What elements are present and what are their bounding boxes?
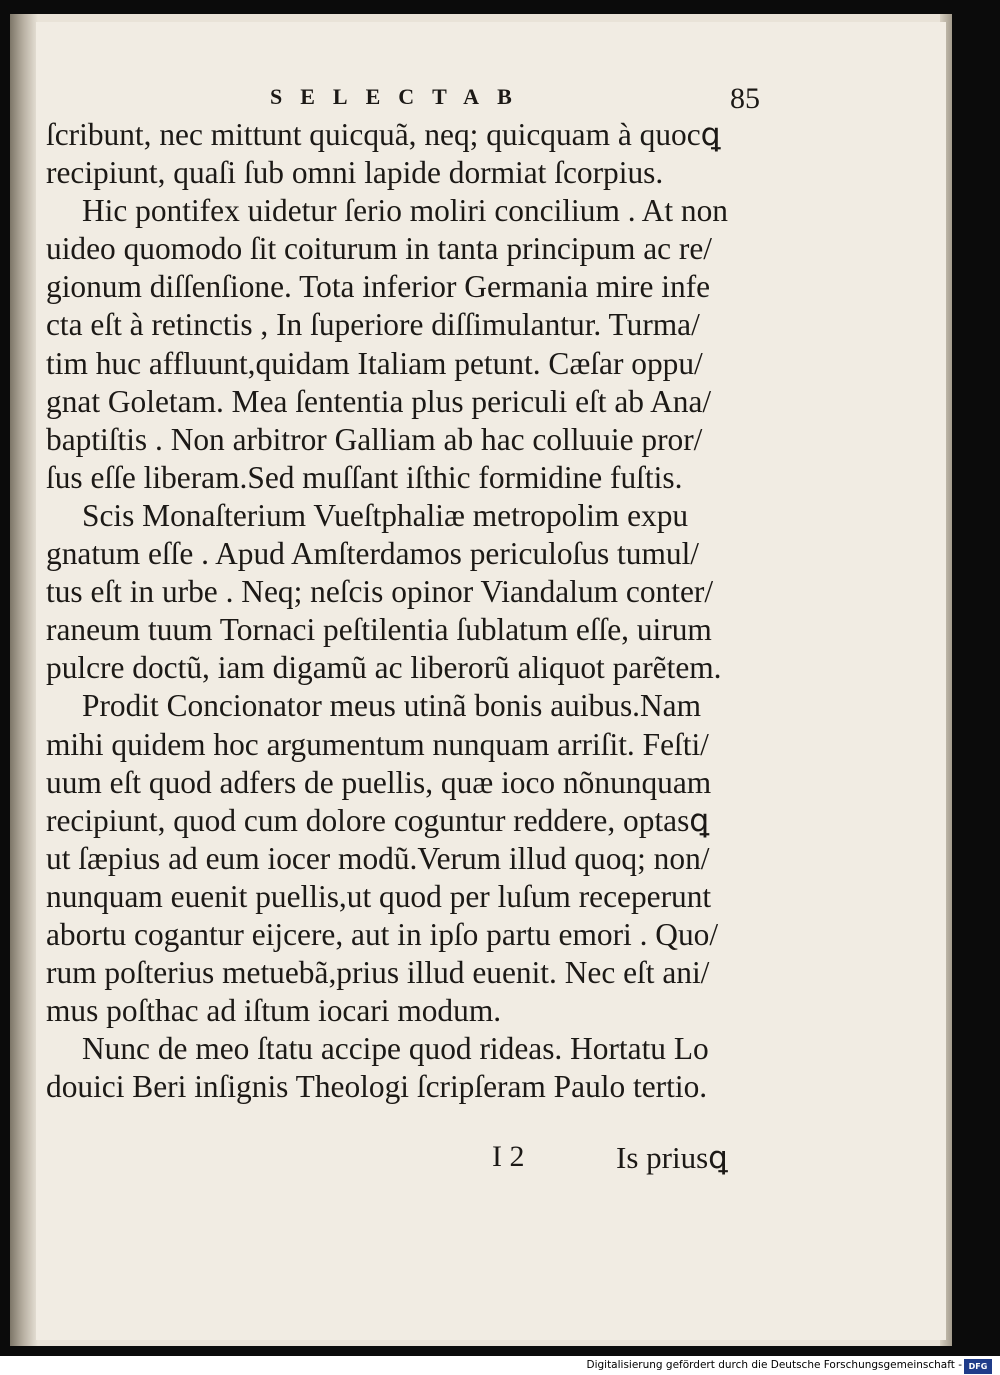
text-line: baptiſtis . Non arbitror Galliam ab hac colluuie pror/ bbox=[46, 421, 703, 457]
text-line: abortu cogantur eijcere, aut in ipſo partu emori . Quo/ bbox=[46, 916, 719, 952]
text-line: rum poſterius metuebã,prius illud euenit. Nec eſt ani/ bbox=[46, 955, 710, 991]
text-line: mus poſthac ad iſtum iocari modum. bbox=[46, 993, 502, 1029]
text-line: cta eſt à retinctis , In ſuperiore diſſimulantur. Turma/ bbox=[46, 307, 700, 343]
text-line: ſcribunt, nec mittunt quicquã, neq; quicquam à quocꝗ bbox=[46, 117, 721, 152]
text-line: tim huc affluunt,quidam Italiam petunt. Cæſar oppu/ bbox=[46, 345, 703, 381]
text-line: Hic pontifex uidetur ſerio moliri concilium . At non bbox=[82, 193, 729, 229]
text-line: gnat Goletam. Mea ſententia plus periculi eſt ab Ana/ bbox=[46, 383, 712, 419]
text-line: douici Beri inſignis Theologi ſcripſeram Paulo tertio. bbox=[46, 1069, 708, 1105]
text-line: Nunc de meo ſtatu accipe quod rideas. Hortatu Lo bbox=[82, 1031, 709, 1067]
text-line: pulcre doctũ, iam digamũ ac liberorũ aliquot parẽtem. bbox=[46, 650, 722, 686]
text-line: Prodit Concionator meus utinã bonis auibus.Nam bbox=[82, 688, 702, 724]
text-line: tus eſt in urbe . Neq; neſcis opinor Viandalum conter/ bbox=[46, 574, 714, 610]
dfg-logo: DFG bbox=[964, 1359, 992, 1374]
text-line: gnatum eſſe . Apud Amſterdamos periculoſus tumul/ bbox=[46, 536, 700, 572]
spine-shadow bbox=[10, 14, 38, 1346]
page-number: 85 bbox=[730, 82, 760, 115]
text-line: uum eſt quod adfers de puellis, quæ ioco nõnunquam bbox=[46, 764, 712, 800]
body-text bbox=[46, 116, 756, 1106]
digitization-credit: Digitalisierung gefördert durch die Deutsche Forschungsgemeinschaft - bbox=[586, 1359, 962, 1371]
text-line: nunquam euenit puellis,ut quod per luſum receperunt bbox=[46, 878, 712, 914]
catchword: Is priusꝗ bbox=[616, 1140, 728, 1175]
text-line: ut ſæpius ad eum iocer modũ.Verum illud quoq; non/ bbox=[46, 840, 710, 876]
text-line: recipiunt, quaſi ſub omni lapide dormiat ſcorpius. bbox=[46, 155, 664, 191]
text-line: recipiunt, quod cum dolore coguntur reddere, optasꝗ bbox=[46, 802, 710, 838]
text-line: ſus eſſe liberam.Sed muſſant iſthic formidine fuſtis. bbox=[46, 459, 683, 495]
text-line: gionum diſſenſione. Tota inferior Germania mire infe bbox=[46, 269, 711, 305]
signature-mark: I 2 bbox=[492, 1140, 525, 1173]
book-page bbox=[36, 22, 946, 1340]
running-head: SELECTAB bbox=[270, 84, 530, 109]
text-line: mihi quidem hoc argumentum nunquam arriſit. Feſti/ bbox=[46, 726, 709, 762]
text-line: Scis Monaſterium Vueſtphaliæ metropolim expu bbox=[82, 497, 689, 533]
text-line: raneum tuum Tornaci peſtilentia ſublatum eſſe, uirum bbox=[46, 612, 712, 648]
text-line: uideo quomodo ſit coiturum in tanta principum ac re/ bbox=[46, 231, 713, 267]
